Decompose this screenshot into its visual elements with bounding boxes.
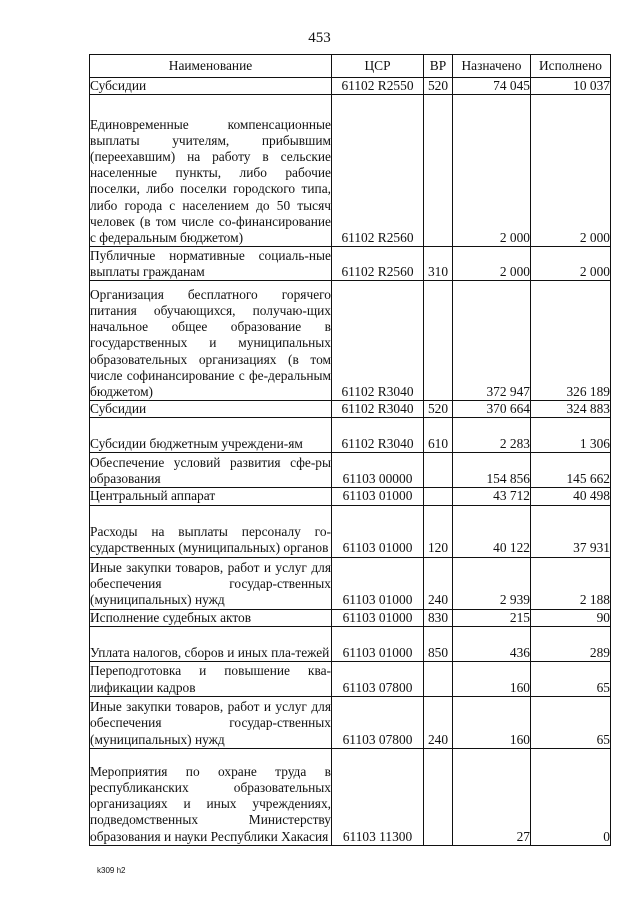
row-assigned: 2 000	[453, 247, 531, 281]
row-vr	[424, 95, 453, 247]
row-vr	[424, 661, 453, 696]
row-csr: 61103 01000	[332, 488, 424, 505]
row-executed: 145 662	[531, 453, 611, 488]
row-name: Уплата налогов, сборов и иных пла-тежей	[90, 626, 332, 661]
row-vr: 240	[424, 696, 453, 748]
row-executed: 40 498	[531, 488, 611, 505]
row-executed: 2 000	[531, 95, 611, 247]
row-csr: 61102 R3040	[332, 281, 424, 401]
row-executed: 324 883	[531, 401, 611, 418]
row-assigned: 40 122	[453, 505, 531, 557]
page-number: 453	[308, 30, 331, 46]
row-executed: 65	[531, 661, 611, 696]
row-vr: 610	[424, 418, 453, 453]
row-name: Субсидии бюджетным учреждени-ям	[90, 418, 332, 453]
table-header-row	[90, 55, 611, 78]
row-name: Организация бесплатного горячего питания обучающихся, получаю-щих начальное общее образование в государственных и муниципальных образовательных организациях (в том числе софинансирование с фе-деральным бюджетом)	[90, 281, 332, 401]
row-executed: 289	[531, 626, 611, 661]
table-row	[90, 247, 611, 281]
row-csr: 61102 R2560	[332, 247, 424, 281]
table-row	[90, 661, 611, 696]
row-name: Переподготовка и повышение ква-лификации кадров	[90, 661, 332, 696]
row-vr: 120	[424, 505, 453, 557]
table-row	[90, 401, 611, 418]
row-vr: 830	[424, 609, 453, 626]
header-executed: Исполнено	[531, 55, 611, 78]
row-assigned: 372 947	[453, 281, 531, 401]
row-csr: 61103 01000	[332, 626, 424, 661]
table-row	[90, 78, 611, 95]
table-row	[90, 488, 611, 505]
row-csr: 61102 R3040	[332, 401, 424, 418]
row-executed: 2 188	[531, 557, 611, 609]
table-row	[90, 696, 611, 748]
row-name: Обеспечение условий развития сфе-ры образования	[90, 453, 332, 488]
row-assigned: 27	[453, 748, 531, 845]
row-name: Субсидии	[90, 401, 332, 418]
row-executed: 90	[531, 609, 611, 626]
row-assigned: 2 000	[453, 95, 531, 247]
row-vr	[424, 488, 453, 505]
row-csr: 61102 R2550	[332, 78, 424, 95]
row-vr: 310	[424, 247, 453, 281]
table-row	[90, 95, 611, 247]
row-executed: 0	[531, 748, 611, 845]
row-assigned: 2 939	[453, 557, 531, 609]
row-csr: 61103 07800	[332, 696, 424, 748]
row-name: Исполнение судебных актов	[90, 609, 332, 626]
table-row	[90, 281, 611, 401]
row-assigned: 74 045	[453, 78, 531, 95]
row-vr: 520	[424, 78, 453, 95]
row-csr: 61103 07800	[332, 661, 424, 696]
row-name: Мероприятия по охране труда в республиканских образовательных организациях и иных учреждениях, подведомственных Министерству образования и науки Республики Хакасия	[90, 748, 332, 845]
row-csr: 61103 01000	[332, 505, 424, 557]
row-name: Центральный аппарат	[90, 488, 332, 505]
row-vr	[424, 748, 453, 845]
header-name: Наименование	[90, 55, 332, 78]
row-assigned: 215	[453, 609, 531, 626]
row-name: Публичные нормативные социаль-ные выплаты гражданам	[90, 247, 331, 279]
row-assigned: 370 664	[453, 401, 531, 418]
row-csr: 61103 01000	[332, 557, 424, 609]
row-assigned: 160	[453, 661, 531, 696]
table-row	[90, 453, 611, 488]
row-name: Субсидии	[90, 78, 332, 95]
row-vr	[424, 453, 453, 488]
table-row	[90, 609, 611, 626]
table-row	[90, 748, 611, 845]
row-assigned: 43 712	[453, 488, 531, 505]
table-row	[90, 418, 611, 453]
row-vr: 850	[424, 626, 453, 661]
row-csr: 61103 00000	[332, 453, 424, 488]
row-executed: 2 000	[531, 247, 611, 281]
row-csr: 61103 11300	[332, 748, 424, 845]
row-name: Единовременные компенсационные выплаты учителям, прибывшим (переехавшим) на работу в сельские населенные пункты, либо рабочие поселки, либо поселки городского типа, либо города с населением до 50 тысяч человек (в том числе со-финансирование с федеральным бюджетом)	[90, 95, 332, 247]
row-vr: 520	[424, 401, 453, 418]
row-vr	[424, 281, 453, 401]
table-row	[90, 505, 611, 557]
row-executed: 1 306	[531, 418, 611, 453]
row-name: Иные закупки товаров, работ и услуг для обеспечения государ-ственных (муниципальных) нужд	[90, 696, 332, 748]
header-csr: ЦСР	[332, 55, 424, 78]
row-vr: 240	[424, 557, 453, 609]
row-csr: 61103 01000	[332, 609, 424, 626]
row-executed: 326 189	[531, 281, 611, 401]
row-assigned: 160	[453, 696, 531, 748]
budget-table	[89, 54, 611, 846]
row-csr: 61102 R2560	[332, 95, 424, 247]
row-executed: 37 931	[531, 505, 611, 557]
row-csr: 61102 R3040	[332, 418, 424, 453]
table-row	[90, 626, 611, 661]
table-row	[90, 557, 611, 609]
row-executed: 10 037	[531, 78, 611, 95]
header-assigned: Назначено	[453, 55, 531, 78]
row-assigned: 154 856	[453, 453, 531, 488]
header-vr: ВР	[424, 55, 453, 78]
row-assigned: 2 283	[453, 418, 531, 453]
row-assigned: 436	[453, 626, 531, 661]
row-name: Иные закупки товаров, работ и услуг для обеспечения государ-ственных (муниципальных) нужд	[90, 557, 332, 609]
document-code: k309 h2	[97, 866, 126, 875]
row-executed: 65	[531, 696, 611, 748]
row-name: Расходы на выплаты персоналу го-сударственных (муниципальных) органов	[90, 505, 332, 557]
